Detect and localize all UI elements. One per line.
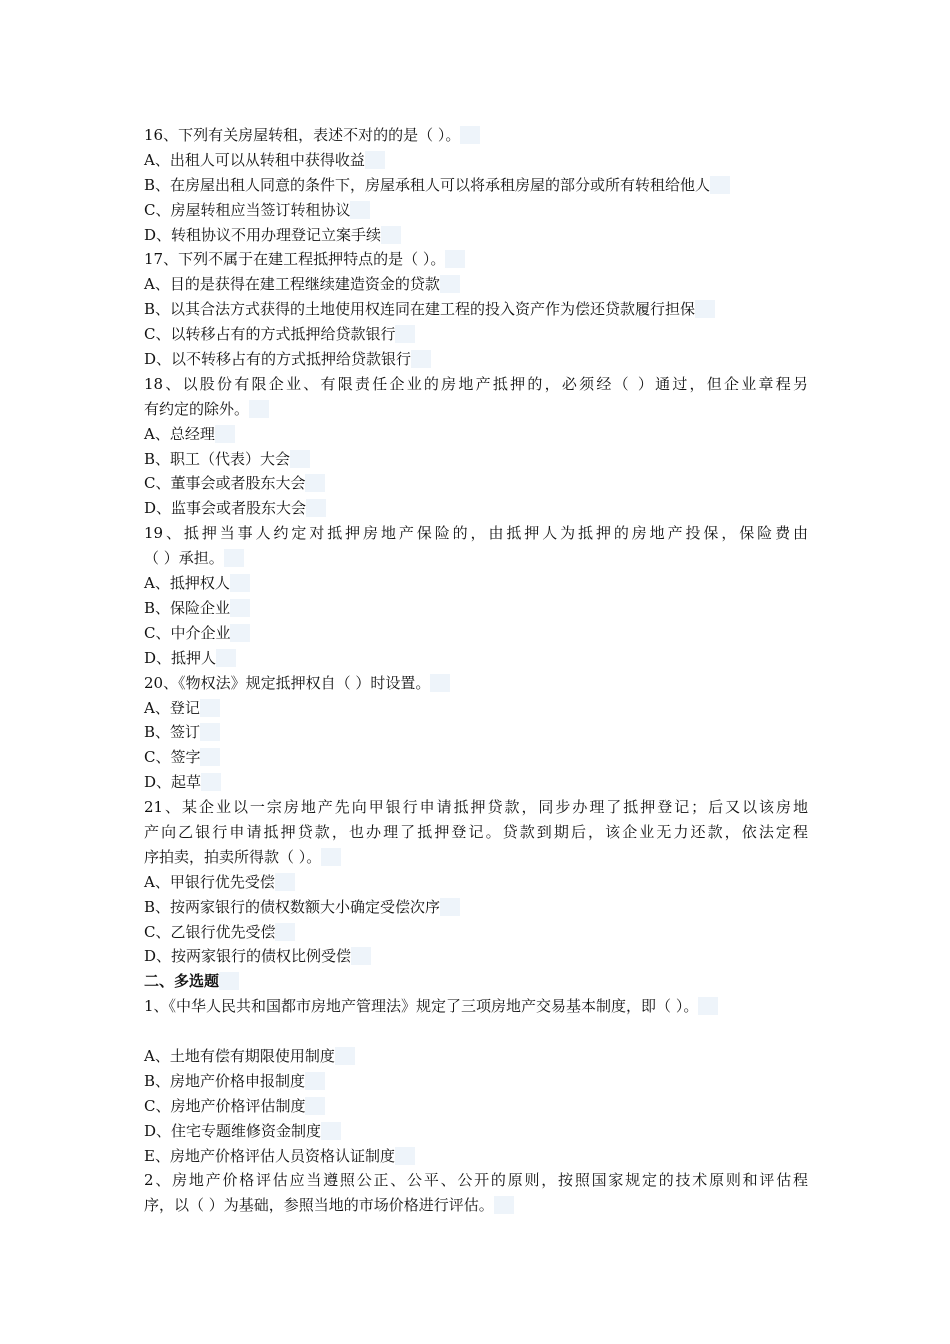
line-text: 21、某企业以一宗房地产先向甲银行申请抵押贷款，同步办理了抵押登记；后又以该房地	[144, 798, 808, 817]
line-text: 有约定的除外。	[144, 400, 269, 418]
line-text: A、抵押权人	[144, 574, 250, 592]
answer-option	[144, 745, 808, 770]
question-line	[144, 795, 808, 820]
line-text: A、出租人可以从转租中获得收益	[144, 151, 385, 169]
answer-option	[144, 173, 808, 198]
question-line	[144, 397, 808, 422]
answer-option	[144, 571, 808, 596]
line-text: D、起草	[144, 773, 221, 791]
line-text: B、以其合法方式获得的土地使用权连同在建工程的投入资产作为偿还贷款履行担保	[144, 300, 715, 318]
answer-option	[144, 1044, 808, 1069]
line-text: A、总经理	[144, 425, 235, 443]
answer-option	[144, 496, 808, 521]
question-line	[144, 671, 808, 696]
question-line	[144, 247, 808, 272]
answer-option	[144, 422, 808, 447]
answer-option	[144, 322, 808, 347]
line-text: D、按两家银行的债权比例受偿	[144, 947, 371, 965]
line-text: C、签字	[144, 748, 220, 766]
question-line	[144, 123, 808, 148]
answer-option	[144, 347, 808, 372]
question-line	[144, 1168, 808, 1193]
answer-option	[144, 1094, 808, 1119]
answer-option	[144, 297, 808, 322]
answer-option	[144, 621, 808, 646]
line-text: 17、下列不属于在建工程抵押特点的是（ ）。	[144, 250, 465, 268]
line-text: C、房地产价格评估制度	[144, 1097, 325, 1115]
document-body	[144, 123, 808, 1218]
question-line	[144, 372, 808, 397]
line-text: 序，以（ ）为基础，参照当地的市场价格进行评估。	[144, 1196, 514, 1214]
answer-option	[144, 944, 808, 969]
line-text: B、房地产价格申报制度	[144, 1072, 325, 1090]
line-text: （ ）承担。	[144, 549, 244, 567]
line-text: B、按两家银行的债权数额大小确定受偿次序	[144, 898, 460, 916]
line-text: B、保险企业	[144, 599, 250, 617]
line-text: 二、多选题	[144, 972, 239, 990]
line-text: 2、房地产价格评估应当遵照公正、公平、公开的原则，按照国家规定的技术原则和评估程	[144, 1171, 808, 1190]
answer-option	[144, 198, 808, 223]
question-line	[144, 845, 808, 870]
answer-option	[144, 1069, 808, 1094]
answer-option	[144, 223, 808, 248]
line-text: C、以转移占有的方式抵押给贷款银行	[144, 325, 415, 343]
line-text: A、登记	[144, 699, 220, 717]
answer-option	[144, 696, 808, 721]
answer-option	[144, 272, 808, 297]
section-heading	[144, 969, 808, 994]
line-text: A、甲银行优先受偿	[144, 873, 295, 891]
question-line	[144, 1193, 808, 1218]
line-text: D、抵押人	[144, 649, 236, 667]
line-text: 19、抵押当事人约定对抵押房地产保险的，由抵押人为抵押的房地产投保，保险费由	[144, 524, 808, 543]
line-text: 1、《中华人民共和国都市房地产管理法》规定了三项房地产交易基本制度，即（ ）。	[144, 997, 718, 1015]
answer-option	[144, 1144, 808, 1169]
line-text: B、签订	[144, 723, 220, 741]
answer-option	[144, 770, 808, 795]
line-text: B、职工（代表）大会	[144, 450, 310, 468]
question-line	[144, 521, 808, 546]
line-text: D、监事会或者股东大会	[144, 499, 326, 517]
answer-option	[144, 720, 808, 745]
question-line	[144, 994, 808, 1019]
answer-option	[144, 920, 808, 945]
answer-option	[144, 1119, 808, 1144]
answer-option	[144, 148, 808, 173]
line-text: 20、《物权法》规定抵押权自（ ）时设置。	[144, 674, 450, 692]
line-text: E、房地产价格评估人员资格认证制度	[144, 1147, 415, 1165]
answer-option	[144, 895, 808, 920]
line-text: 16、下列有关房屋转租，表述不对的的是（ ）。	[144, 126, 480, 144]
answer-option	[144, 646, 808, 671]
line-text: D、以不转移占有的方式抵押给贷款银行	[144, 350, 431, 368]
line-text: B、在房屋出租人同意的条件下，房屋承租人可以将承租房屋的部分或所有转租给他人	[144, 176, 730, 194]
line-text: A、土地有偿有期限使用制度	[144, 1047, 355, 1065]
question-line	[144, 820, 808, 845]
line-text: C、董事会或者股东大会	[144, 474, 325, 492]
answer-option	[144, 870, 808, 895]
blank-line	[144, 1019, 808, 1044]
line-text: C、乙银行优先受偿	[144, 923, 295, 941]
answer-option	[144, 471, 808, 496]
line-text: 序拍卖，拍卖所得款（ ）。	[144, 848, 341, 866]
line-text: 18、以股份有限企业、有限责任企业的房地产抵押的，必须经（ ）通过，但企业章程另	[144, 374, 808, 393]
line-text: D、住宅专题维修资金制度	[144, 1122, 341, 1140]
line-text: C、中介企业	[144, 624, 250, 642]
line-text: A、目的是获得在建工程继续建造资金的贷款	[144, 275, 460, 293]
answer-option	[144, 447, 808, 472]
line-text: C、房屋转租应当签订转租协议	[144, 201, 370, 219]
answer-option	[144, 596, 808, 621]
line-text: D、转租协议不用办理登记立案手续	[144, 226, 401, 244]
question-line	[144, 546, 808, 571]
line-text: 产向乙银行申请抵押贷款，也办理了抵押登记。贷款到期后，该企业无力还款，依法定程	[144, 822, 808, 841]
